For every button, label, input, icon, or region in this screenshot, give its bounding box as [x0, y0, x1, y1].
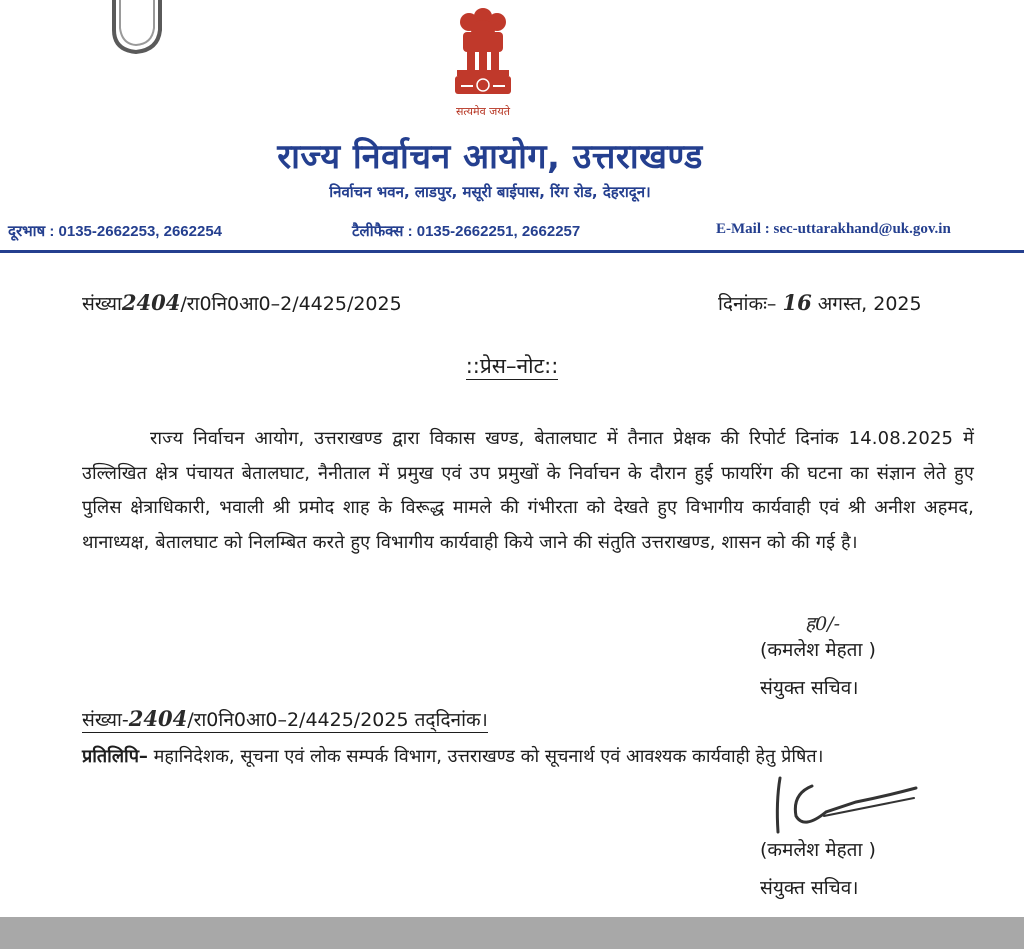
signatory-designation: संयुक्त सचिव।	[760, 677, 859, 699]
reference-suffix: /रा0नि0आ0–2/4425/2025	[180, 293, 402, 315]
national-emblem-icon	[447, 6, 519, 102]
signatory-name-2: (कमलेश मेहता )	[760, 839, 876, 861]
copy-reference-suffix: /रा0नि0आ0–2/4425/2025 तद्‌दिनांक।	[187, 709, 488, 731]
copy-handwritten-number: 2404	[128, 706, 188, 731]
letterhead-divider	[0, 250, 1024, 253]
bottom-gray-bar	[0, 917, 1024, 949]
signatory-name: (कमलेश मेहता )	[760, 639, 876, 661]
signatory-designation-2: संयुक्त सचिव।	[760, 877, 859, 899]
copy-to-text: महानिदेशक, सूचना एवं लोक सम्पर्क विभाग, उत्तराखण्ड को सूचनार्थ एवं आवश्यक कार्यवाही हेतु प्रेषित।	[153, 746, 824, 767]
commission-title: राज्य निर्वाचन आयोग, उत्तराखण्ड	[277, 137, 703, 177]
reference-handwritten-number: 2404	[121, 290, 181, 315]
commission-address: निर्वाचन भवन, लाडपुर, मसूरी बाईपास, रिंग रोड, देहरादून।	[329, 183, 651, 201]
press-note-heading-text: ::प्रेस–नोट::	[465, 354, 559, 378]
copy-to-paragraph	[82, 740, 974, 775]
date-label: दिनांकः–	[718, 293, 777, 315]
emblem-motto: सत्यमेव जयते	[455, 105, 510, 118]
handwritten-signature	[766, 772, 926, 842]
date-handwritten-day: 16	[782, 290, 812, 315]
copy-to-label: प्रतिलिपि–	[82, 746, 148, 767]
press-note-heading	[0, 352, 1024, 380]
paper-clip-mark	[108, 0, 168, 58]
reference-prefix: संख्या	[82, 293, 122, 315]
date-month-year: अगस्त, 2025	[817, 293, 922, 315]
press-note-body: राज्य निर्वाचन आयोग, उत्तराखण्ड द्वारा विकास खण्ड, बेतालघाट में तैनात प्रेक्षक की रिपोर्ट दिनांक 14.08.2025 में उल्लिखित क्षेत्र पंचायत बेतालघाट, नैनीताल में प्रमुख एवं उप प्रमुखों के निर्वाचन के दौरान हुई फायरिंग की घटना का संज्ञान लेते हुए पुलिस क्षेत्राधिकारी, भवाली श्री प्रमोद शाह के विरूद्ध मामले की गंभीरता को देखते हुए विभागीय कार्यवाही एवं श्री अनीश अहमद, थानाध्यक्ष, बेतालघाट को निलम्बित करते हुए विभागीय कार्यवाही किये जाने की संतुति उत्तराखण्ड, शासन को की गई है।	[82, 428, 974, 553]
phone-numbers: दूरभाष : 0135-2662253, 2662254	[8, 223, 223, 240]
reference-date	[718, 290, 922, 316]
copy-reference-number	[82, 706, 488, 733]
reference-number	[82, 290, 402, 316]
copy-reference-prefix: संख्या-	[82, 709, 129, 731]
fax-numbers: टैलीफैक्स : 0135-2662251, 2662257	[352, 223, 581, 240]
email-address: E-Mail : sec-uttarakhand@uk.gov.in	[716, 221, 951, 237]
signed-mark: ह0/-	[805, 613, 840, 635]
